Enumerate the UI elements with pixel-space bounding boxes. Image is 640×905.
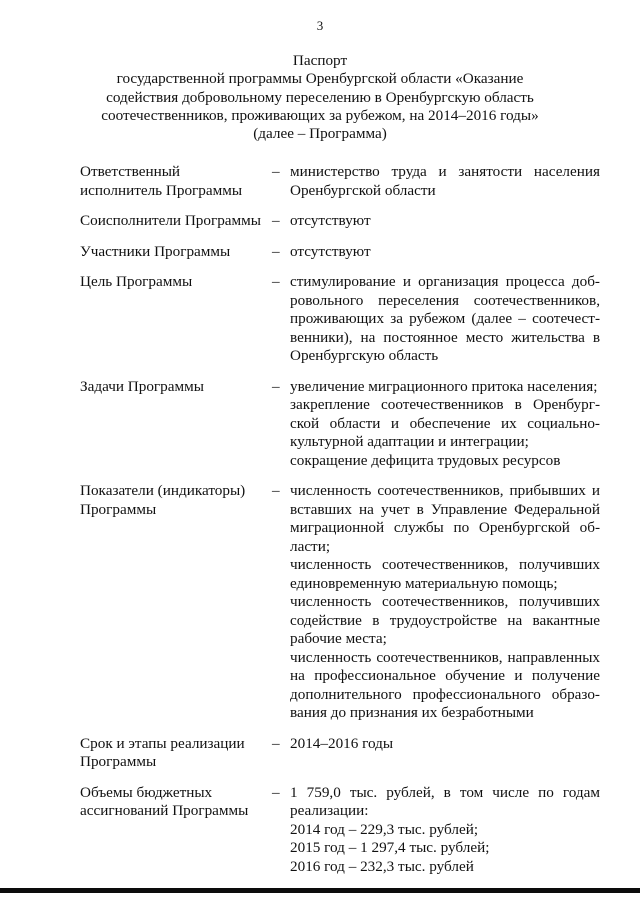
- row-label-line: Цель Программы: [80, 273, 193, 290]
- row-value-line: отсутствуют: [290, 212, 371, 229]
- row-label-line: Программы: [80, 500, 157, 518]
- row-value-line: 1 759,0 тыс. рублей, в том числе по годам: [290, 783, 600, 801]
- row-value-line: вания до признания их безработными: [290, 704, 534, 721]
- row-dash: –: [272, 377, 280, 395]
- row-label-line: Объемы бюджетных: [80, 783, 213, 801]
- passport-table: [80, 163, 600, 876]
- row-value-line: рабочие места;: [290, 630, 387, 647]
- row-label: [80, 735, 272, 772]
- row-value-line: 2015 год – 1 297,4 тыс. рублей;: [290, 839, 490, 856]
- row-value: [290, 273, 600, 366]
- row-value-line: численность соотечественников, направленных: [290, 648, 600, 666]
- title-line: государственной программы Оренбургской области «Оказание: [116, 70, 524, 88]
- page-number: 3: [316, 18, 324, 33]
- row-value-line: отсутствуют: [290, 242, 371, 260]
- row-value-line: 2014–2016 годы: [290, 734, 394, 752]
- row-value-line: проживающих за рубежом (далее – соотечест-: [290, 310, 600, 327]
- row-label-line: Соисполнители Программы: [80, 212, 261, 229]
- passport-row-goal: [80, 273, 600, 366]
- row-value: [290, 735, 600, 772]
- row-value-line: ровольного переселения соотечественников,: [290, 291, 600, 309]
- row-value-line: численность соотечественников, прибывших и: [290, 482, 600, 499]
- row-value-line: единовременную материальную помощь;: [290, 574, 558, 592]
- row-label: [80, 482, 272, 723]
- row-value-line: министерство труда и занятости населения: [290, 163, 600, 180]
- row-value: [290, 243, 600, 262]
- row-value: [290, 784, 600, 877]
- row-dash: –: [272, 783, 280, 801]
- row-label: [80, 243, 272, 262]
- row-value-line: численность соотечественников, получивших: [290, 556, 600, 573]
- passport-row-indicators: [80, 482, 600, 723]
- row-value: [290, 212, 600, 231]
- row-dash: –: [272, 212, 280, 229]
- row-label: [80, 378, 272, 471]
- row-value-line: Оренбургской области: [290, 181, 436, 199]
- row-value-line: дополнительного профессионального образо-: [290, 685, 600, 703]
- row-value-line: численность соотечественников, получивших: [290, 593, 600, 610]
- row-label: [80, 784, 272, 877]
- title-line: соотечественников, проживающих за рубежом, на 2014–2016 годы»: [101, 106, 539, 124]
- row-label-line: Показатели (индикаторы): [80, 482, 246, 499]
- row-value-line: на профессиональное обучение и получение: [290, 667, 600, 684]
- row-value-line: Оренбургскую область: [290, 347, 439, 364]
- row-label-line: Задачи Программы: [80, 377, 204, 395]
- passport-row-term: [80, 735, 600, 772]
- document-title: [60, 52, 580, 143]
- title-line: Паспорт: [292, 52, 348, 69]
- scan-edge-bar: [0, 888, 640, 893]
- row-value-line: вставших на учет в Управление Федеральной: [290, 500, 600, 518]
- row-value-line: культурной адаптации и интеграции;: [290, 433, 529, 450]
- row-value: [290, 163, 600, 200]
- row-label-line: Участники Программы: [80, 242, 231, 260]
- row-value-line: стимулирование и организация процесса доб-: [290, 273, 600, 290]
- row-value-line: реализации:: [290, 802, 369, 819]
- row-value-line: 2016 год – 232,3 тыс. рублей: [290, 857, 474, 875]
- passport-row-coexecutors: [80, 212, 600, 231]
- title-line: содействия добровольному переселению в Оренбургскую область: [106, 88, 534, 106]
- row-value-line: увеличение миграционного притока населения;: [290, 377, 598, 395]
- row-dash: –: [272, 242, 280, 260]
- passport-row-responsible: [80, 163, 600, 200]
- row-value-line: сокращение дефицита трудовых ресурсов: [290, 451, 561, 469]
- row-value-line: содействие в трудоустройстве на вакантные: [290, 611, 600, 629]
- row-value-line: венники), на постоянное место жительства в: [290, 328, 600, 346]
- row-label-line: ассигнований Программы: [80, 802, 249, 819]
- row-label-line: исполнитель Программы: [80, 181, 243, 199]
- row-label-line: Программы: [80, 753, 157, 770]
- row-value-line: закрепление соотечественников в Оренбург-: [290, 396, 600, 413]
- row-dash: –: [272, 482, 280, 499]
- row-dash: –: [272, 734, 280, 752]
- row-value-line: миграционной службы по Оренбургской об-: [290, 519, 600, 536]
- row-label-line: Ответственный: [80, 163, 181, 180]
- row-value-line: ласти;: [290, 537, 331, 555]
- row-value-line: 2014 год – 229,3 тыс. рублей;: [290, 820, 479, 838]
- row-label: [80, 212, 272, 231]
- row-value: [290, 378, 600, 471]
- passport-row-tasks: [80, 378, 600, 471]
- row-dash: –: [272, 273, 280, 290]
- row-label-line: Срок и этапы реализации: [80, 734, 245, 752]
- passport-row-budget: [80, 784, 600, 877]
- row-value-line: ской области и обеспечение их социально-: [290, 414, 600, 432]
- row-dash: –: [272, 163, 280, 180]
- row-label: [80, 273, 272, 366]
- passport-row-participants: [80, 243, 600, 262]
- row-label: [80, 163, 272, 200]
- row-value: [290, 482, 600, 723]
- title-line: (далее – Программа): [253, 125, 387, 143]
